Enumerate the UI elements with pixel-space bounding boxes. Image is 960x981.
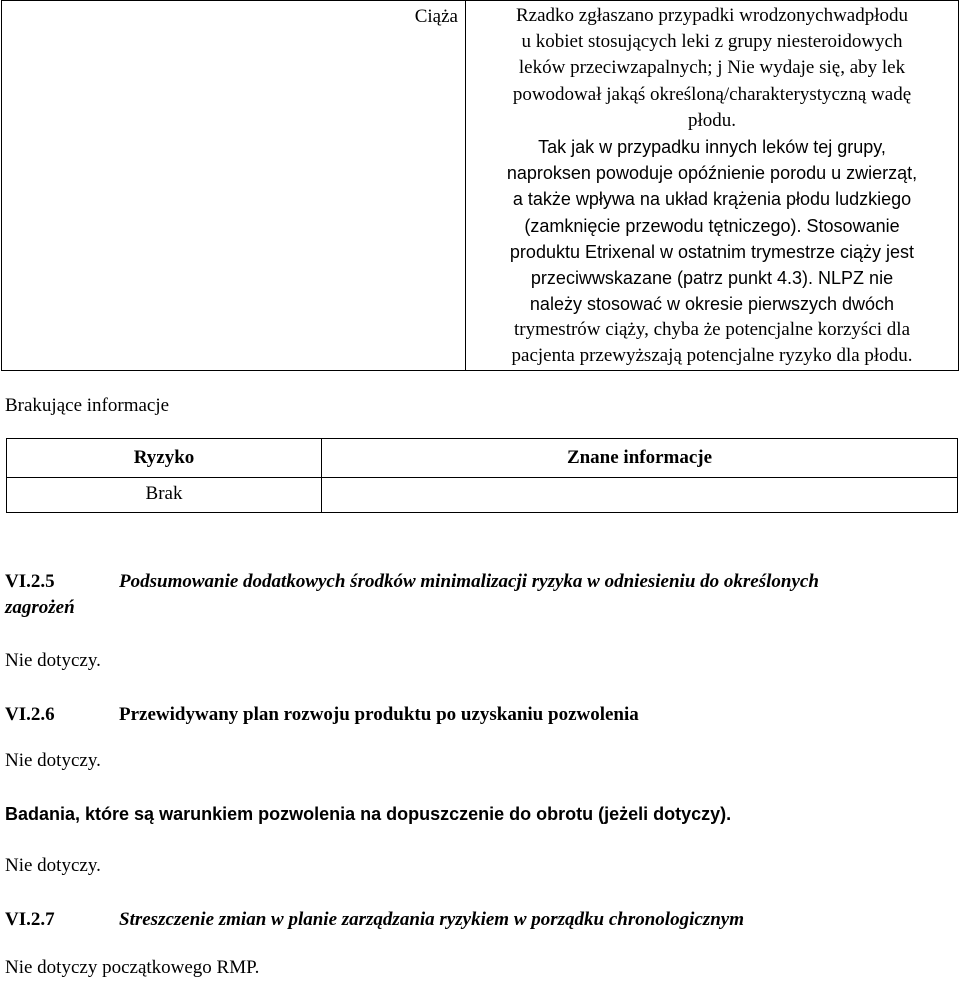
section-number-vi25: VI.2.5 [5, 571, 55, 592]
category-label: Ciąża [414, 6, 458, 27]
description-line: produktu Etrixenal w ostatnim trymestrze ciąży jest [509, 241, 915, 262]
description-line: a także wpływa na układ krążenia płodu ludzkiego [512, 189, 912, 210]
table-row [7, 439, 958, 478]
description-line: trymestrów ciąży, chyba że potencjalne korzyści dla [513, 319, 910, 341]
risk-column-header: Ryzyko [7, 439, 322, 478]
section-title-vi27: Streszczenie zmian w planie zarządzania ryzykiem w porządku chronologicznym [119, 909, 744, 930]
section-title-vi25-continued: zagrożeń [5, 597, 75, 618]
description-line: przeciwwskazane (patrz punkt 4.3). NLPZ nie [530, 267, 894, 288]
section-title-vi26: Przewidywany plan rozwoju produktu po uzyskaniu pozwolenia [119, 704, 639, 725]
table-row [2, 1, 959, 371]
description-line: powodował jakąś określoną/charakterystyczną wadę [512, 83, 912, 105]
missing-info-table [6, 438, 958, 513]
description-line: u kobiet stosujących leki z grupy niesteroidowych [521, 31, 903, 53]
description-line: Rzadko zgłaszano przypadki wrodzonychwadpłodu [515, 5, 908, 26]
description-line: (zamknięcie przewodu tętniczego). Stosowanie [524, 215, 900, 236]
pregnancy-description-cell [466, 1, 959, 371]
description-line: Tak jak w przypadku innych leków tej grupy, [538, 136, 886, 157]
known-info-column-header: Znane informacje [322, 439, 958, 478]
pregnancy-category-cell [2, 1, 466, 371]
section-body-vi25: Nie dotyczy. [5, 650, 101, 671]
description-line: leków przeciwzapalnych; j Nie wydaje się, aby lek [518, 57, 906, 79]
description-line: płodu. [687, 109, 737, 131]
section-body-vi26: Nie dotyczy. [5, 750, 101, 771]
subheading-studies-body: Nie dotyczy. [5, 855, 101, 876]
section-body-vi27: Nie dotyczy początkowego RMP. [5, 957, 260, 978]
section-number-vi27: VI.2.7 [5, 909, 55, 930]
table-row [7, 478, 958, 513]
description-line: pacjenta przewyższają potencjalne ryzyko dla płodu. [511, 345, 913, 367]
section-title-vi25: Podsumowanie dodatkowych środków minimalizacji ryzyka w odniesieniu do określonych [119, 571, 819, 592]
pregnancy-table [1, 0, 959, 371]
description-line: należy stosować w okresie pierwszych dwóch [529, 294, 895, 315]
risk-value-cell: Brak [7, 478, 322, 513]
description-line: naproksen powoduje opóźnienie porodu u zwierząt, [506, 163, 918, 184]
known-info-value-cell [322, 478, 958, 513]
subheading-studies: Badania, które są warunkiem pozwolenia na dopuszczenie do obrotu (jeżeli dotyczy). [5, 804, 732, 824]
section-number-vi26: VI.2.6 [5, 704, 55, 725]
missing-info-heading: Brakujące informacje [5, 395, 170, 416]
